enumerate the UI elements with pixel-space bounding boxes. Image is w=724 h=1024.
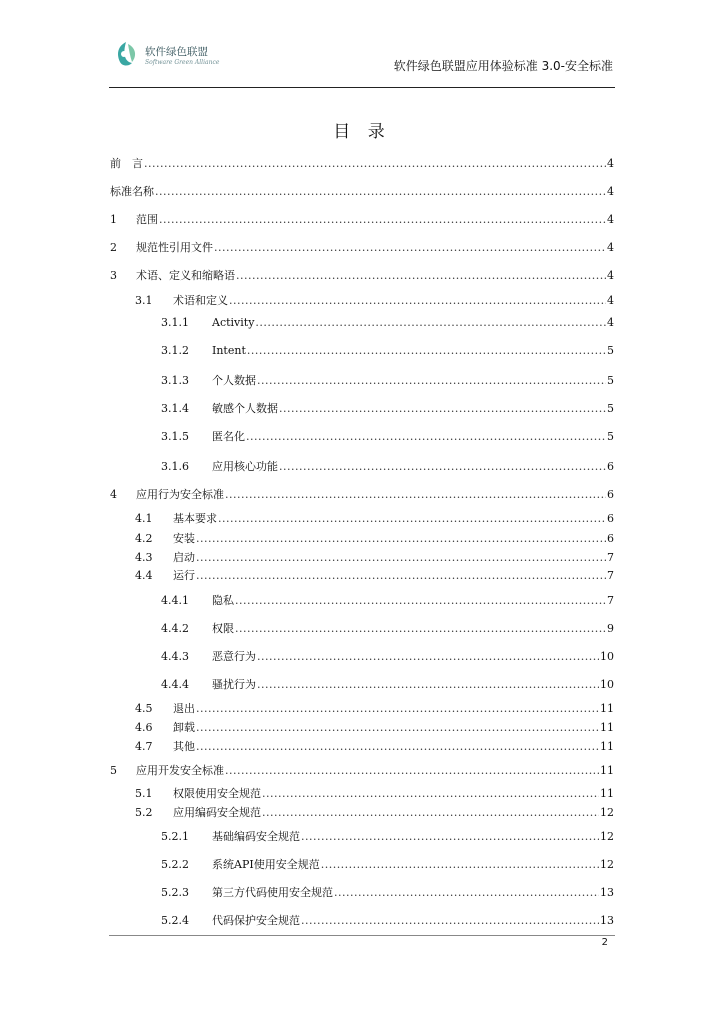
toc-entry[interactable] [110,239,614,253]
toc-leader-dots [257,650,599,663]
toc-entry-number: 标准名称 [110,185,154,198]
toc-entry[interactable] [161,884,614,898]
toc-entry-page: 11 [600,721,614,734]
toc-entry-label: 规范性引用文件 [136,241,213,254]
toc-entry[interactable] [110,486,614,500]
toc-entry-label: 匿名化 [212,430,245,443]
toc-leader-dots [246,430,606,443]
toc-leader-dots [334,886,599,899]
toc-leader-dots [225,764,599,777]
toc-leader-dots [196,721,599,734]
toc-leader-dots [159,213,606,226]
toc-entry-label: 应用开发安全标准 [136,764,224,777]
toc-entry-number: 5.2.2 [161,858,189,871]
toc-entry-page: 5 [607,344,614,357]
toc-entry-page: 4 [607,269,614,282]
toc-entry-label: 术语、定义和缩略语 [136,269,235,282]
toc-entry-label: 代码保护安全规范 [212,914,300,927]
toc-entry[interactable] [135,510,614,524]
toc-entry-number: 4 [110,488,117,501]
toc-entry[interactable] [161,400,614,414]
toc-entry-page: 4 [607,316,614,329]
toc-entry-number: 5.1 [135,787,153,800]
toc-entry-number: 2 [110,241,117,254]
logo-name: 软件绿色联盟 [145,46,208,58]
toc-entry[interactable] [161,648,614,662]
toc-leader-dots [321,858,599,871]
toc-entry-page: 5 [607,402,614,415]
toc-title: 目 录 [333,122,391,142]
toc-entry-label: 范围 [136,213,158,226]
toc-entry[interactable] [135,549,614,563]
header-divider [109,87,615,88]
toc-leader-dots [235,622,606,635]
toc-entry[interactable] [135,719,614,733]
toc-leader-dots [155,185,606,198]
toc-entry[interactable] [161,592,614,606]
toc-entry-page: 4 [607,294,614,307]
toc-entry[interactable] [135,292,614,306]
toc-entry[interactable] [135,804,614,818]
toc-entry-number: 3.1.1 [161,316,189,329]
toc-entry-number: 3.1 [135,294,153,307]
toc-leader-dots [196,551,606,564]
toc-entry-page: 7 [607,551,614,564]
logo-subtitle: Software Green Alliance [145,59,220,66]
toc-entry-page: 11 [600,702,614,715]
toc-entry-label: 应用行为安全标准 [136,488,224,501]
toc-leader-dots [218,512,606,525]
toc-entry[interactable] [161,428,614,442]
toc-leader-dots [247,344,606,357]
toc-leader-dots [196,569,606,582]
toc-entry-number: 3.1.6 [161,460,189,473]
toc-leader-dots [196,532,606,545]
toc-entry-page: 9 [607,622,614,635]
toc-entry-label: 运行 [173,569,195,582]
toc-entry-number: 5.2.1 [161,830,189,843]
toc-leader-dots [225,488,606,501]
toc-entry[interactable] [135,530,614,544]
toc-entry-number: 3.1.4 [161,402,189,415]
toc-entry-label: 个人数据 [212,374,256,387]
toc-entry-label: 系统API使用安全规范 [212,858,320,871]
toc-entry-page: 7 [607,569,614,582]
toc-entry-label: 第三方代码使用安全规范 [212,886,333,899]
toc-entry[interactable] [135,785,614,799]
toc-entry[interactable] [161,912,614,926]
toc-entry[interactable] [161,620,614,634]
toc-entry-label: 骚扰行为 [212,678,256,691]
toc-entry-number: 4.4.4 [161,678,189,691]
toc-entry-page: 11 [600,740,614,753]
toc-leader-dots [279,402,606,415]
toc-entry[interactable] [110,211,614,225]
toc-entry-page: 6 [607,488,614,501]
toc-entry-number: 4.7 [135,740,153,753]
toc-entry-label: 术语和定义 [173,294,228,307]
toc-entry[interactable] [110,183,614,197]
toc-entry-number: 3.1.3 [161,374,189,387]
document-header-title: 软件绿色联盟应用体验标准 3.0-安全标准 [393,59,613,73]
toc-entry-label: 权限 [212,622,234,635]
toc-entry-number: 4.2 [135,532,153,545]
toc-entry-page: 4 [607,157,614,170]
toc-leader-dots [262,806,599,819]
toc-entry-page: 10 [600,650,614,663]
toc-entry-number: 4.4 [135,569,153,582]
toc-entry-number: 3 [110,269,117,282]
toc-entry-number: 3.1.2 [161,344,189,357]
toc-entry-number: 4.3 [135,551,153,564]
toc-entry[interactable] [135,700,614,714]
toc-entry-label: 应用编码安全规范 [173,806,261,819]
toc-leader-dots [279,460,606,473]
toc-entry-number: 5.2 [135,806,153,819]
toc-entry-page: 13 [600,914,614,927]
toc-entry-label: 权限使用安全规范 [173,787,261,800]
toc-entry-number: 5.2.4 [161,914,189,927]
toc-entry-page: 10 [600,678,614,691]
toc-entry[interactable] [161,344,614,358]
toc-entry-label: 卸载 [173,721,195,734]
toc-entry-page: 4 [607,241,614,254]
toc-entry-page: 11 [600,787,614,800]
toc-entry-number: 5 [110,764,117,777]
toc-entry[interactable] [161,372,614,386]
toc-leader-dots [144,157,606,170]
toc-entry-label: 应用核心功能 [212,460,278,473]
toc-entry[interactable] [110,267,614,281]
toc-entry[interactable] [161,316,614,330]
toc-entry-label: 其他 [173,740,195,753]
toc-entry-label: 敏感个人数据 [212,402,278,415]
toc-leader-dots [196,740,599,753]
toc-leader-dots [229,294,606,307]
toc-entry-page: 7 [607,594,614,607]
leaf-logo-icon [112,40,140,68]
toc-entry-page: 6 [607,532,614,545]
toc-entry-label: 基本要求 [173,512,217,525]
toc-entry-number: 4.1 [135,512,153,525]
toc-entry[interactable] [110,762,614,776]
toc-leader-dots [235,594,606,607]
toc-entry-label: Activity [212,316,255,329]
toc-entry-page: 12 [600,858,614,871]
toc-leader-dots [301,914,599,927]
toc-leader-dots [257,374,606,387]
toc-entry-number: 5.2.3 [161,886,189,899]
page-number: 2 [601,937,608,948]
toc-entry-label: 隐私 [212,594,234,607]
toc-entry-number: 4.4.3 [161,650,189,663]
toc-entry-page: 4 [607,213,614,226]
toc-entry-label: 安装 [173,532,195,545]
toc-leader-dots [301,830,599,843]
toc-leader-dots [196,702,599,715]
toc-entry-number: 4.4.2 [161,622,189,635]
toc-entry-number: 4.4.1 [161,594,189,607]
toc-entry-label: 启动 [173,551,195,564]
toc-entry-label: 基础编码安全规范 [212,830,300,843]
toc-entry-page: 4 [607,185,614,198]
toc-entry-label: 恶意行为 [212,650,256,663]
footer-divider [109,935,615,936]
toc-leader-dots [236,269,606,282]
toc-leader-dots [214,241,606,254]
toc-leader-dots [255,316,606,329]
toc-entry[interactable] [161,828,614,842]
toc-entry[interactable] [161,856,614,870]
toc-entry-page: 5 [607,430,614,443]
toc-leader-dots [262,787,599,800]
toc-entry-page: 12 [600,830,614,843]
toc-entry-number: 前 言 [110,157,143,170]
toc-entry-label: 退出 [173,702,195,715]
toc-entry-number: 4.6 [135,721,153,734]
toc-entry[interactable] [135,567,614,581]
toc-entry-page: 11 [600,764,614,777]
toc-entry-page: 5 [607,374,614,387]
toc-entry[interactable] [161,458,614,472]
toc-entry-number: 3.1.5 [161,430,189,443]
toc-entry[interactable] [161,676,614,690]
toc-entry[interactable] [135,738,614,752]
toc-entry-page: 12 [600,806,614,819]
toc-entry-page: 6 [607,512,614,525]
toc-entry-label: Intent [212,344,246,357]
toc-entry-number: 4.5 [135,702,153,715]
toc-entry[interactable] [110,155,614,169]
toc-entry-page: 13 [600,886,614,899]
toc-entry-page: 6 [607,460,614,473]
toc-leader-dots [257,678,599,691]
toc-entry-number: 1 [110,213,117,226]
